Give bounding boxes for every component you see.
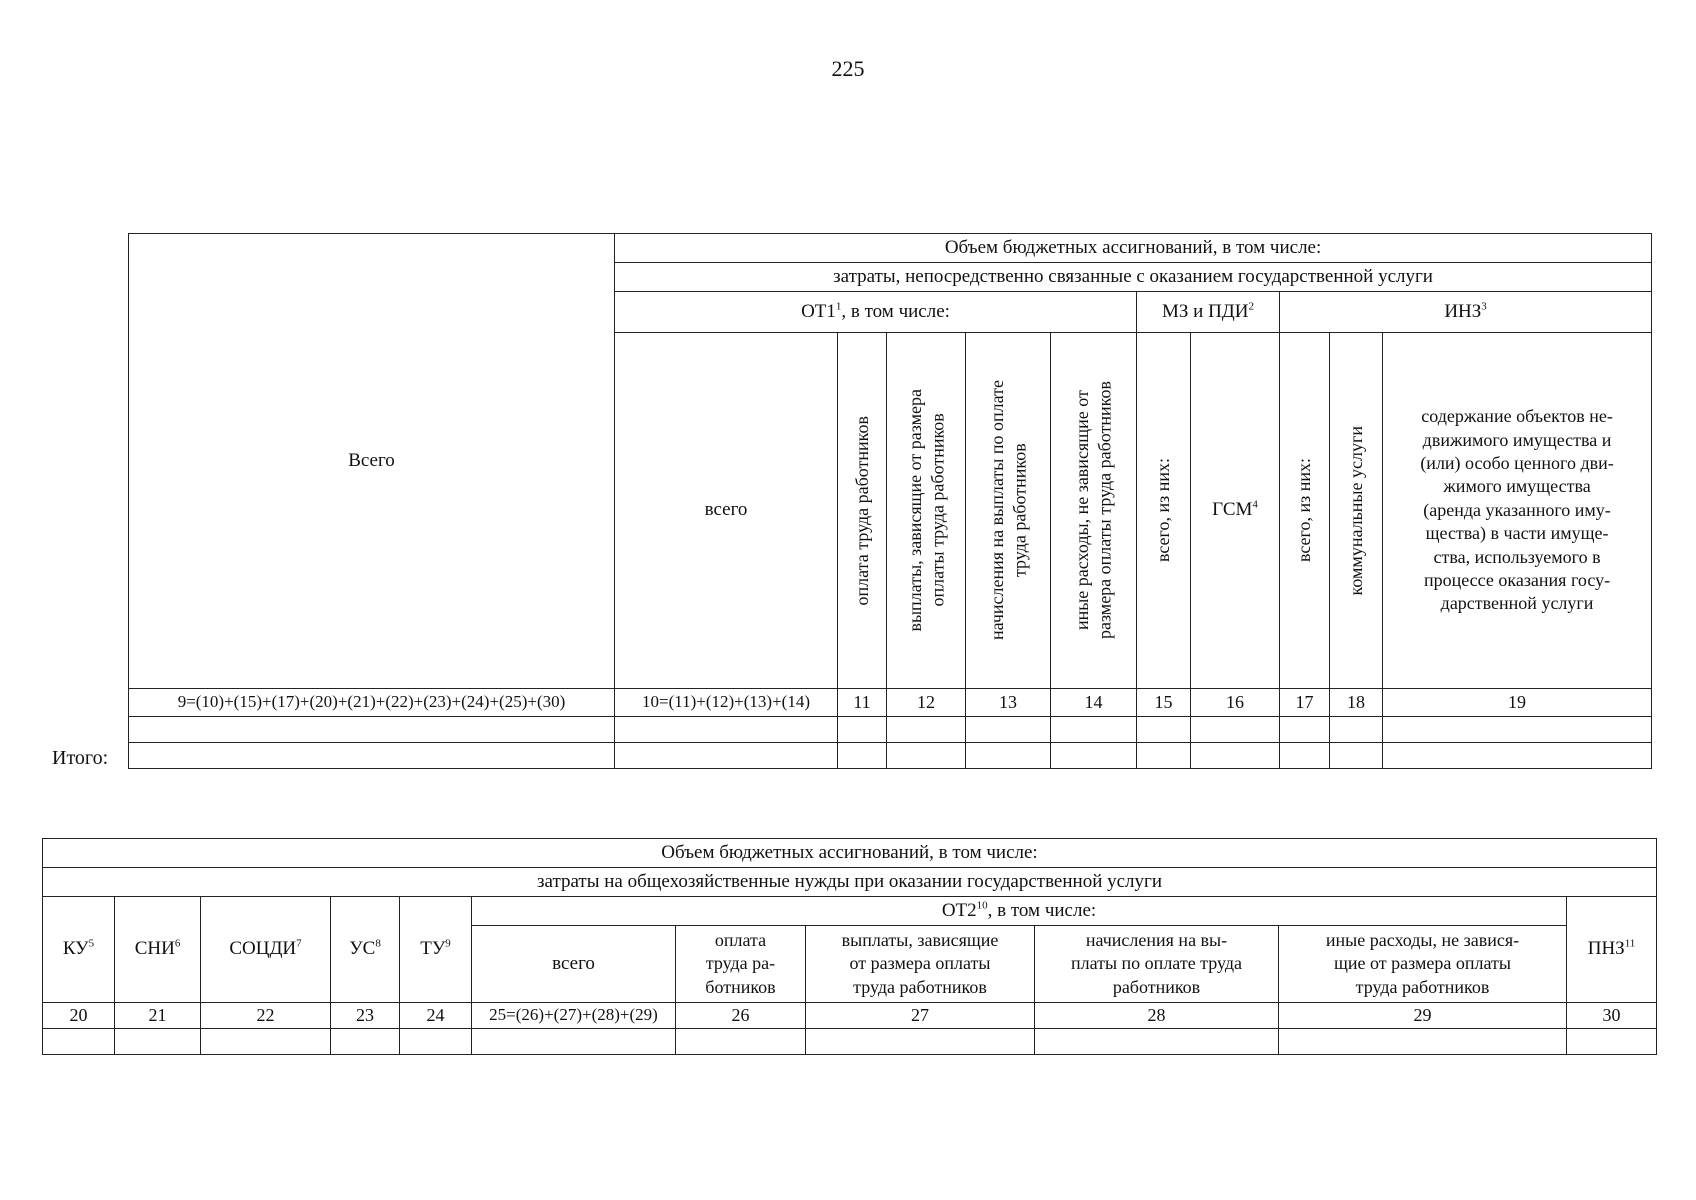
- table-cell[interactable]: [472, 1029, 676, 1055]
- table-row: [129, 717, 1652, 743]
- col-number: 23: [331, 1003, 400, 1029]
- header-ot1: $ОТ1^1$, в том числе:: [615, 292, 1137, 333]
- col-27-header: выплаты, зависящие от размера оплаты труда работников: [806, 926, 1035, 1003]
- sub-header-vsego: всего: [472, 926, 676, 1003]
- col-29-header: иные расходы, не завися- щие от размера оплаты труда работников: [1279, 926, 1567, 1003]
- col-11-header: оплата труда работников: [838, 333, 887, 689]
- col-number: 27: [806, 1003, 1035, 1029]
- table-cell[interactable]: [966, 717, 1051, 743]
- col-number: 9=(10)+(15)+(17)+(20)+(21)+(22)+(23)+(24)+(25)+(30): [129, 689, 615, 717]
- header-mz-pdi: МЗ и ПДИ$^2$: [1137, 292, 1280, 333]
- col-19-header: содержание объектов не- движимого имущества и (или) особо ценного дви- жимого имущества (аренда указанного иму- щества) в части имуще- ства, используемого в процессе оказания госу- дарственной услуги: [1383, 333, 1652, 689]
- table-cell[interactable]: [1035, 1029, 1279, 1055]
- itogo-label: Итого:: [52, 747, 109, 769]
- column-numbers-row: [129, 689, 1652, 717]
- header-tu: $ТУ^9$: [400, 897, 472, 1003]
- col-number: 18: [1330, 689, 1383, 717]
- table-cell[interactable]: [1279, 1029, 1567, 1055]
- table-cell[interactable]: [1051, 743, 1137, 769]
- col-17-header: всего, из них:: [1280, 333, 1330, 689]
- header-ot2: $ОТ2^{10}$, в том числе:: [472, 897, 1567, 926]
- table-cell[interactable]: [1280, 743, 1330, 769]
- table-cell[interactable]: [115, 1029, 201, 1055]
- header-budget-allocations: Объем бюджетных ассигнований, в том числе:: [43, 839, 1657, 868]
- col-number: 24: [400, 1003, 472, 1029]
- col-number: 13: [966, 689, 1051, 717]
- col-number: 11: [838, 689, 887, 717]
- table-cell[interactable]: [129, 717, 615, 743]
- col-16-header-gsm: ГСМ$^4$: [1191, 333, 1280, 689]
- table-cell[interactable]: [1383, 717, 1652, 743]
- table-cell[interactable]: [966, 743, 1051, 769]
- col-number: 20: [43, 1003, 115, 1029]
- col-number: 16: [1191, 689, 1280, 717]
- col-number: 26: [676, 1003, 806, 1029]
- header-direct-costs: затраты, непосредственно связанные с оказанием государственной услуги: [615, 263, 1652, 292]
- table-cell[interactable]: [1330, 743, 1383, 769]
- col-14-header: иные расходы, не зависящие от размера оплаты труда работников: [1051, 333, 1137, 689]
- budget-table-general-costs: [42, 838, 1657, 1055]
- col-number: 14: [1051, 689, 1137, 717]
- column-numbers-row: [43, 1003, 1657, 1029]
- col-number: 10=(11)+(12)+(13)+(14): [615, 689, 838, 717]
- col-number: 22: [201, 1003, 331, 1029]
- col-number: 17: [1280, 689, 1330, 717]
- table-cell[interactable]: [201, 1029, 331, 1055]
- table-row: [43, 1029, 1657, 1055]
- col-number: 21: [115, 1003, 201, 1029]
- col-18-header: коммунальные услуги: [1330, 333, 1383, 689]
- col-15-header: всего, из них:: [1137, 333, 1191, 689]
- col-13-header: начисления на выплаты по оплате труда работников: [966, 333, 1051, 689]
- table-cell[interactable]: [615, 743, 838, 769]
- col-26-header: оплата труда ра- ботников: [676, 926, 806, 1003]
- itogo-row: [129, 743, 1652, 769]
- col-number: 28: [1035, 1003, 1279, 1029]
- table-cell[interactable]: [1330, 717, 1383, 743]
- table-cell[interactable]: [1137, 717, 1191, 743]
- table-cell[interactable]: [806, 1029, 1035, 1055]
- table-cell[interactable]: [1567, 1029, 1657, 1055]
- table-cell[interactable]: [1191, 717, 1280, 743]
- col-total-header: Всего: [129, 234, 615, 689]
- col-12-header: выплаты, зависящие от размера оплаты труда работников: [887, 333, 966, 689]
- table-cell[interactable]: [1137, 743, 1191, 769]
- table-cell[interactable]: [887, 743, 966, 769]
- table-cell[interactable]: [331, 1029, 400, 1055]
- header-pnz: ПНЗ$^{11}$: [1567, 897, 1657, 1003]
- header-budget-allocations: Объем бюджетных ассигнований, в том числе:: [615, 234, 1652, 263]
- col-number: 15: [1137, 689, 1191, 717]
- budget-table-direct-costs: [128, 233, 1652, 769]
- header-ku: $КУ^5$: [43, 897, 115, 1003]
- table-cell[interactable]: [887, 717, 966, 743]
- sub-header-vsego: всего: [615, 333, 838, 689]
- table-cell[interactable]: [129, 743, 615, 769]
- col-number: 25=(26)+(27)+(28)+(29): [472, 1003, 676, 1029]
- col-number: 19: [1383, 689, 1652, 717]
- table-cell[interactable]: [615, 717, 838, 743]
- table-cell[interactable]: [1051, 717, 1137, 743]
- page-number: 225: [831, 56, 865, 81]
- header-socdi: СОЦДИ$^7$: [201, 897, 331, 1003]
- col-number: 29: [1279, 1003, 1567, 1029]
- header-general-costs: затраты на общехозяйственные нужды при оказании государственной услуги: [43, 868, 1657, 897]
- table-cell[interactable]: [1280, 717, 1330, 743]
- table-cell[interactable]: [1191, 743, 1280, 769]
- col-28-header: начисления на вы- платы по оплате труда работников: [1035, 926, 1279, 1003]
- col-number: 12: [887, 689, 966, 717]
- table-cell[interactable]: [676, 1029, 806, 1055]
- table-cell[interactable]: [1383, 743, 1652, 769]
- table-cell[interactable]: [43, 1029, 115, 1055]
- header-inz: ИНЗ$^3$: [1280, 292, 1652, 333]
- col-number: 30: [1567, 1003, 1657, 1029]
- table-cell[interactable]: [400, 1029, 472, 1055]
- table-cell[interactable]: [838, 743, 887, 769]
- header-us: $УС^8$: [331, 897, 400, 1003]
- table-cell[interactable]: [838, 717, 887, 743]
- header-sni: СНИ$^6$: [115, 897, 201, 1003]
